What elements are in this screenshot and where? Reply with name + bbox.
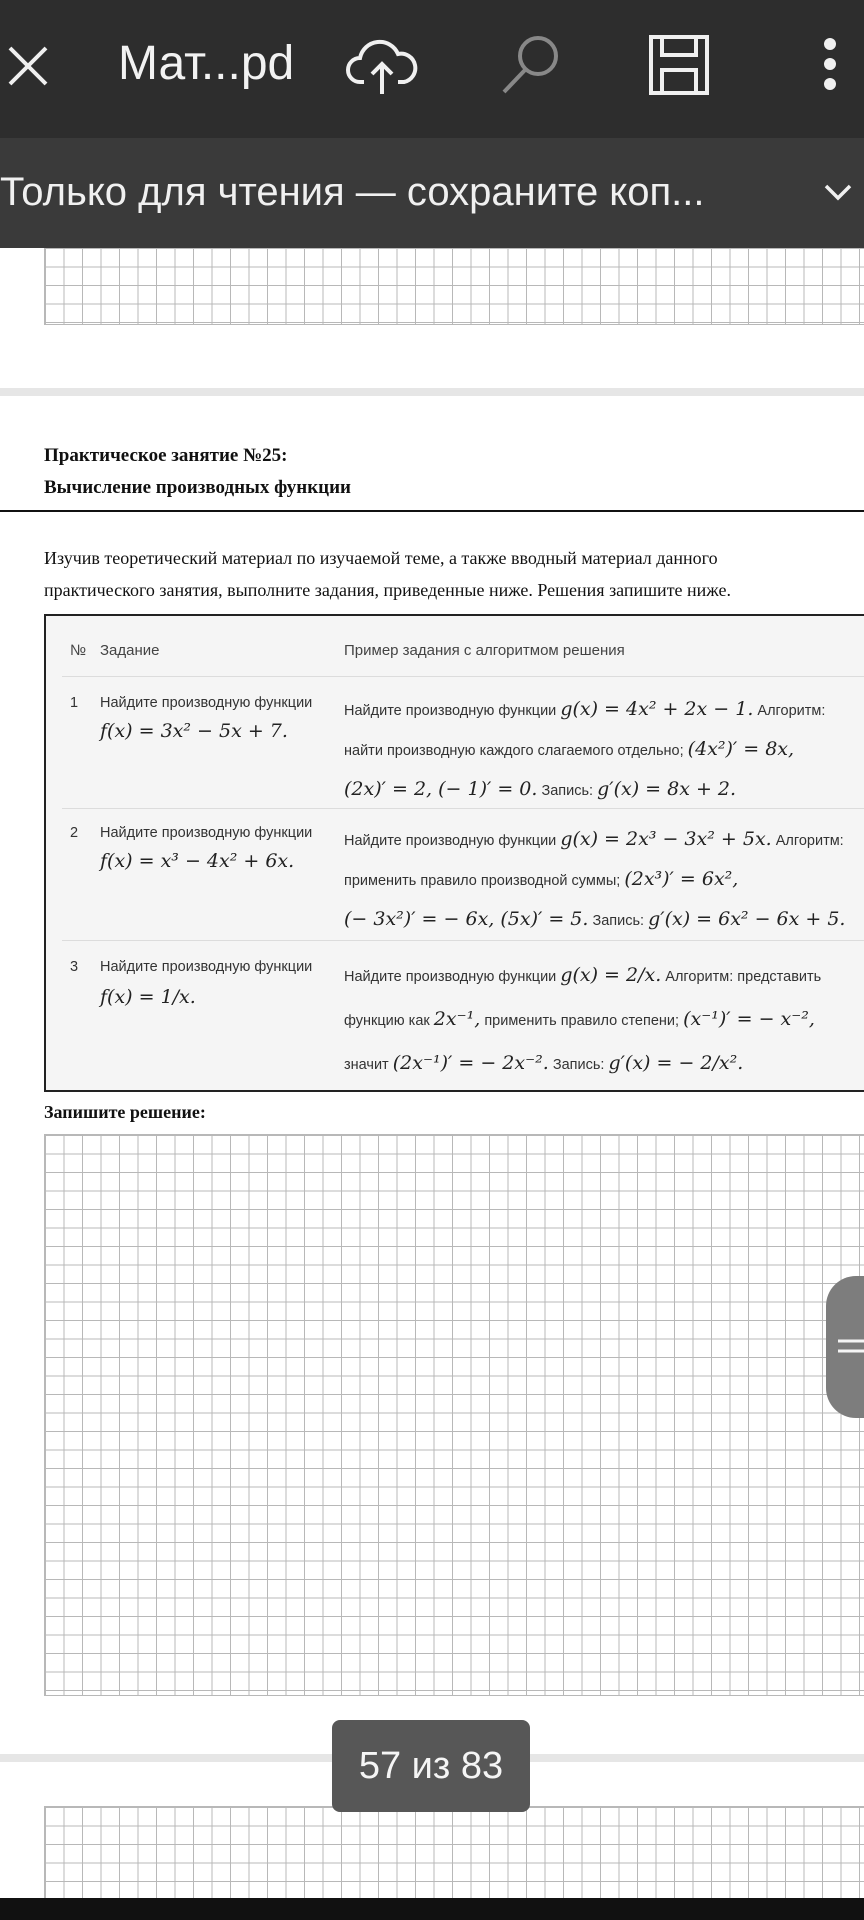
intro-line1: Изучив теоретический материал по изучаемой теме, а также вводный материал данного [44, 548, 718, 568]
task-text: Найдите производную функции [100, 825, 313, 841]
drag-handle-icon [836, 1336, 864, 1356]
bottom-bar [0, 1898, 864, 1920]
page-title-line1: Практическое занятие №25: [44, 445, 288, 466]
tasks-table [44, 614, 864, 1092]
table-header-task: Задание [100, 642, 160, 659]
table-row-example [344, 954, 864, 1086]
read-only-banner[interactable] [0, 138, 864, 248]
task-text: Найдите производную функции [100, 695, 313, 711]
example-line3: (− 3x²)′ = − 6x, (5x)′ = 5. Запись: g′(x) = 6x² − 6x + 5. [344, 908, 846, 930]
intro-paragraph [44, 542, 844, 606]
example-line2: применить правило производной суммы; (2x³)′ = 6x², [344, 868, 739, 890]
title-divider [0, 510, 864, 512]
table-row-num: 3 [70, 959, 79, 975]
intro-line2: практического занятия, выполните задания, приведенные ниже. Решения запишите ниже. [44, 580, 731, 600]
example-line2: функцию как 2x⁻¹, применить правило степени; (x⁻¹)′ = − x⁻², [344, 1008, 815, 1030]
read-only-banner-text: Только для чтения — сохраните коп... [0, 170, 705, 214]
document-title[interactable]: Мат...pd [118, 37, 295, 90]
search-icon[interactable] [498, 32, 564, 98]
solution-grid[interactable] [44, 1134, 864, 1696]
top-toolbar [0, 0, 864, 138]
example-line2: найти производную каждого слагаемого отдельно; (4x²)′ = 8x, [344, 738, 795, 760]
example-line3: значит (2x⁻¹)′ = − 2x⁻². Запись: g′(x) = − 2/x². [344, 1052, 744, 1074]
task-formula: f(x) = 1/x. [100, 986, 196, 1008]
next-page-grid [44, 1806, 864, 1899]
chevron-down-icon[interactable] [822, 180, 854, 204]
table-header-example: Пример задания с алгоритмом решения [344, 642, 625, 659]
page-separator [0, 388, 864, 396]
solution-label: Запишите решение: [44, 1102, 206, 1122]
table-divider [62, 808, 864, 809]
task-formula: f(x) = x³ − 4x² + 6x. [100, 850, 295, 872]
table-header-num: № [70, 642, 87, 659]
example-line1: Найдите производную функции g(x) = 2x³ − 3x² + 5x. Алгоритм: [344, 828, 844, 850]
page-title [44, 440, 351, 504]
table-row-task [100, 954, 330, 1014]
task-text: Найдите производную функции [100, 959, 313, 975]
table-row-num: 1 [70, 695, 79, 711]
table-row-num: 2 [70, 825, 79, 841]
example-line1: Найдите производную функции g(x) = 2/x. Алгоритм: представить [344, 964, 822, 986]
page-counter: 57 из 83 [332, 1720, 530, 1812]
scroll-handle[interactable] [826, 1276, 864, 1418]
more-vertical-icon[interactable] [818, 32, 842, 98]
table-divider [62, 940, 864, 941]
page-title-line2: Вычисление производных функции [44, 477, 352, 498]
table-row-example [344, 690, 864, 810]
example-line3: (2x)′ = 2, (− 1)′ = 0. Запись: g′(x) = 8x + 2. [344, 778, 737, 800]
table-divider [62, 676, 864, 677]
table-row-task [100, 690, 330, 746]
table-row-example [344, 820, 864, 940]
save-icon[interactable] [648, 32, 710, 98]
previous-page-grid [44, 248, 864, 325]
close-icon[interactable] [6, 44, 50, 88]
task-formula: f(x) = 3x² − 5x + 7. [100, 720, 288, 742]
example-line1: Найдите производную функции g(x) = 4x² + 2x − 1. Алгоритм: [344, 698, 826, 720]
cloud-upload-icon[interactable] [346, 32, 418, 98]
table-row-task [100, 820, 330, 876]
